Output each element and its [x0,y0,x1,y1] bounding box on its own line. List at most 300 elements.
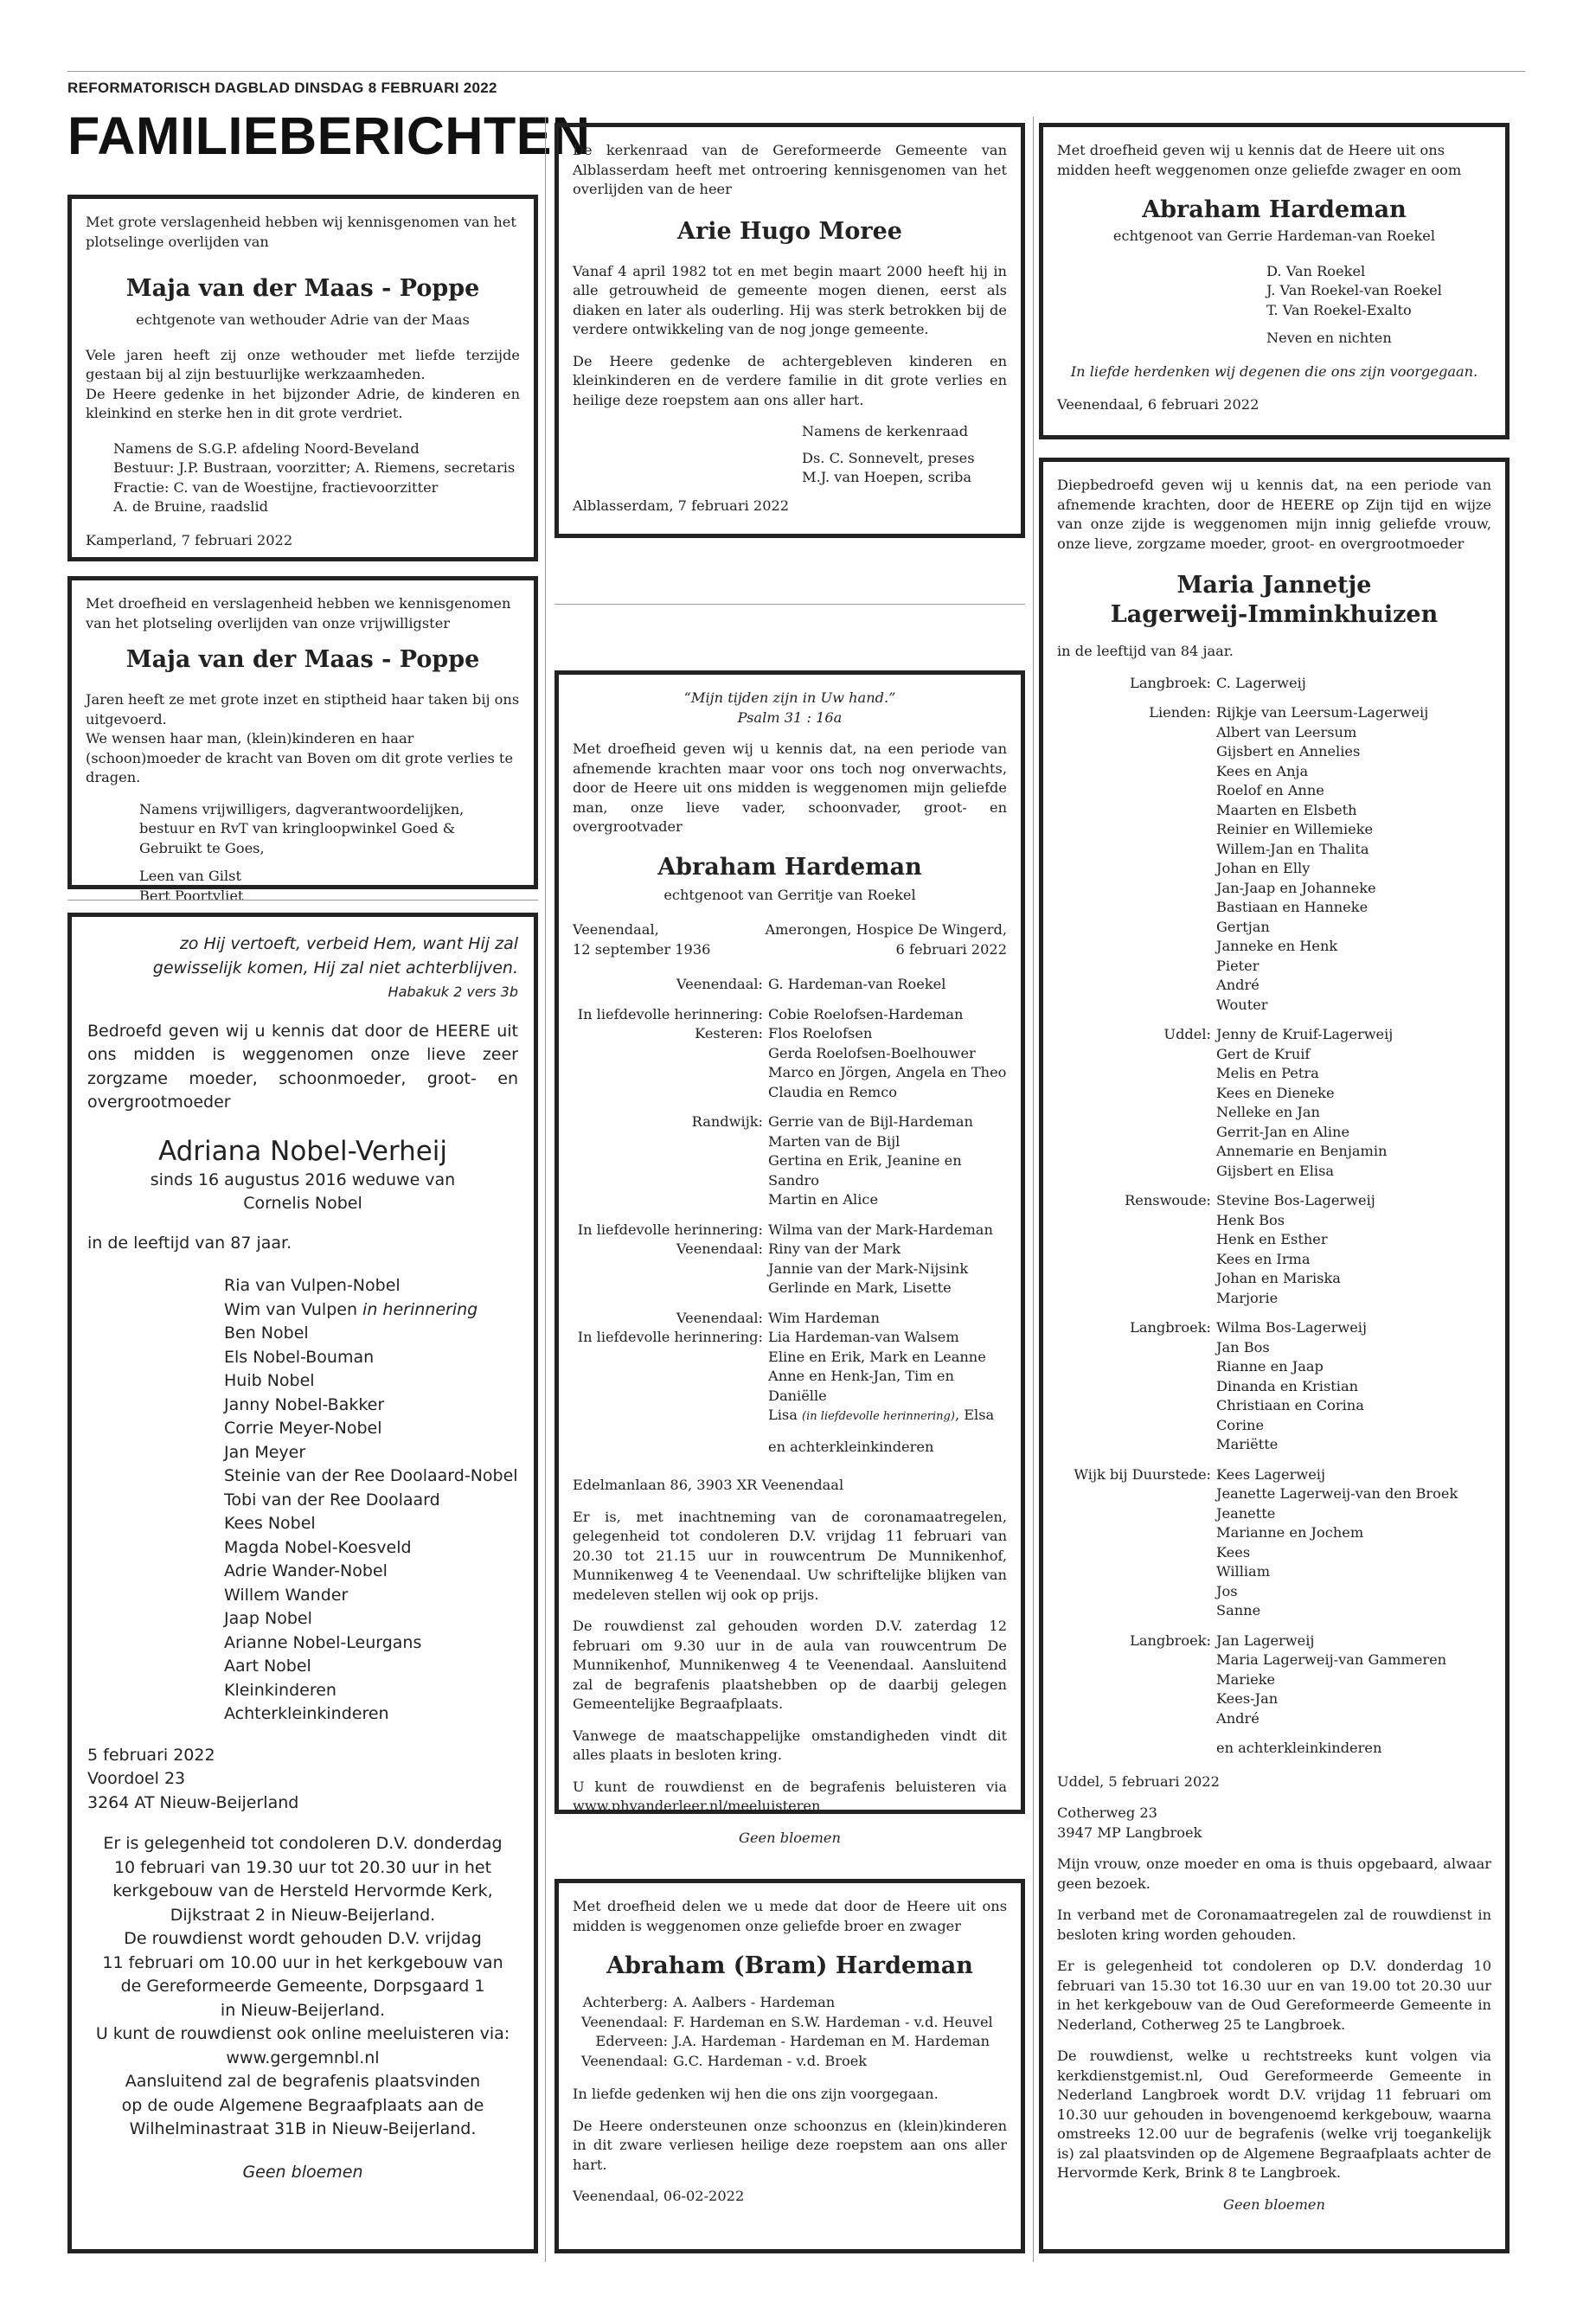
deceased-surname: Lagerweij-Imminkhuizen [1110,601,1439,628]
ad-intro: Met droefheid en verslagenheid hebben we kennisgenomen van het plotseling overlijden van onze vrijwilligster [86,595,511,631]
family-member: Anne en Henk-Jan, Tim en Daniëlle [768,1368,954,1404]
family-row [1057,1357,1458,1377]
family-member: Kees-Jan [1216,1690,1279,1707]
family-row [1057,1250,1458,1270]
family-member: Steinie van der Ree Doolaard-Nobel [224,1466,518,1485]
ad-lagerweij-imminkhuizen [1039,458,1509,2253]
ad-body: Vanwege de maatschappelijke omstandigheden vindt dit alles plaats in besloten kring. [573,1727,1007,1763]
family-row [1057,1435,1458,1455]
family-member: Ria van Vulpen-Nobel [224,1276,401,1295]
family-member: Jeanette Lagerweij-van den Broek [1216,1485,1458,1502]
place-date: Kamperland, 7 februari 2022 [86,531,293,548]
family-member: André [1216,1709,1259,1727]
signature-block [113,439,520,517]
info-line: Aansluitend zal de begrafenis plaatsvinden [125,2072,481,2091]
place-date: Veenendaal, 06-02-2022 [573,2188,745,2204]
no-flowers: Geen bloemen [1223,2195,1325,2213]
family-member: Magda Nobel-Koesveld [224,1537,412,1557]
family-row [1057,996,1458,1016]
family-member: Melis en Petra [1216,1065,1319,1081]
family-member: Marjorie [1216,1289,1279,1306]
bible-verse: zo Hij vertoeft, verbeid Hem, want Hij zal gewisselijk komen, Hij zal niet achterblijven. [152,934,518,977]
family-member: Kees [1216,1543,1251,1561]
info-line: 10 februari van 19.30 uur tot 20.30 uur in het [113,1857,492,1877]
no-flowers: Geen bloemen [242,2162,363,2182]
family-row [573,1221,1007,1240]
family-member: Gerrie van de Bijl-Hardeman [768,1113,973,1130]
family-row [1057,1689,1458,1709]
family-row [1057,1523,1458,1543]
family-member: Corine [1216,1416,1265,1433]
family-member: Jan Meyer [224,1442,306,1462]
family-row [1057,1416,1458,1436]
family-member: Gijsbert en Annelies [1216,743,1361,760]
family-place: In liefdevolle herinnering: [577,1221,763,1238]
ad-body: Vanaf 4 april 1982 tot en met begin maart 2000 heeft hij in alle getrouwheid de gemeente mogen dienen, eerst als diaken en later als ouderling. Hij was sterk betrokken bij de verdere ontwikkeling van de nog jonge gemeente. [573,262,1007,337]
family-row [581,1993,993,2013]
verse-reference: Habakuk 2 vers 3b [388,984,518,1000]
ad-divider [67,900,538,901]
deceased-name: Adriana Nobel-Verheij [157,1135,448,1167]
family-member: Arianne Nobel-Leurgans [224,1632,422,1652]
ad-body: De Heere ondersteunen onze schoonzus en (klein)kinderen in dit zware verliesen heilige deze roepstem aan ons aller hart. [573,2117,1007,2173]
column-divider [1033,117,1034,2262]
family-row [1057,918,1458,938]
deceased-subtitle: echtgenoot van Gerritje van Roekel [663,886,916,903]
family-member: Maria Lagerweij-van Gammeren [1216,1651,1447,1668]
family-place: Langbroek: [1130,674,1211,691]
family-member: Huib Nobel [224,1371,315,1390]
family-member: Corrie Meyer-Nobel [224,1419,382,1438]
family-member: T. Van Roekel-Exalto [1266,301,1412,318]
ad-maas-poppe-sgp [67,195,538,561]
family-member: Martin en Alice [768,1191,879,1208]
family-member: Gijsbert en Elisa [1216,1162,1335,1179]
family-row [1057,1142,1458,1162]
address-line: Voordoel 23 [87,1769,186,1788]
signature-line: Ds. C. Sonnevelt, preses [802,449,975,466]
newspaper-header: REFORMATORISCH DAGBLAD DINSDAG 8 FEBRUARI 2022 [67,80,497,96]
family-row [1057,1465,1458,1485]
family-place: Renswoude: [1125,1192,1211,1208]
signature-line: A. de Bruine, raadslid [113,498,269,515]
deceased-spouse: Cornelis Nobel [243,1194,362,1213]
family-member [768,1406,1007,1427]
ad-body: De Heere gedenke in het bijzonder Adrie, de kinderen en kleinkind en sterke hen in dit grote verdriet. [86,385,520,421]
family-table [573,975,1007,1457]
signature-line: Bert Poortvliet [139,887,244,904]
family-member: Roelof en Anne [1216,782,1324,798]
ad-body: Er is gelegenheid tot condoleren op D.V. donderdag 10 februari van 15.30 tot 16.30 uur en van 19.00 tot 20.30 uur in het kerkgebouw van de Oud Gereformeerde Gemeente in Nederland, Cotherweg 25 te Langbroek. [1057,1958,1491,2033]
family-member: Jeanette [1216,1504,1276,1522]
ad-intro: Bedroefd geven wij u kennis dat door de HEERE uit ons midden is weggenomen onze lieve zeer zorgzame moeder, schoonmoeder, groot- en overgrootmoeder [87,1021,518,1112]
signature-line: Fractie: C. van de Woestijne, fractievoorzitter [113,478,439,496]
family-row [573,1328,1007,1348]
memorial-note: (in liefdevolle herinnering) [802,1410,955,1423]
family-member-name: Lisa [768,1407,798,1423]
family-member: Flos Roelofsen [768,1025,873,1042]
info-line: De rouwdienst wordt gehouden D.V. vrijdag [124,1929,482,1948]
family-member: William [1216,1563,1271,1580]
family-member: A. Aalbers - Hardeman [673,1994,836,2010]
deceased-name: Maja van der Maas - Poppe [125,275,480,302]
family-table [581,1993,993,2071]
info-line: kerkgebouw van de Hersteld Hervormde Kerk, [112,1881,493,1900]
family-place: Kesteren: [695,1025,763,1042]
family-member: Johan en Mariska [1216,1270,1341,1286]
family-row [1057,801,1458,821]
family-place: Lienden: [1149,704,1211,721]
ad-body: Jaren heeft ze met grote inzet en stiptheid haar taken bij ons uitgevoerd. [86,691,520,727]
family-member: Jannie van der Mark-Nijsink [768,1259,969,1277]
family-member: J. Van Roekel-van Roekel [1266,282,1442,298]
family-member: Willem-Jan en Thalita [1216,840,1369,857]
family-place: Uddel: [1163,1026,1211,1042]
address-line: Edelmanlaan 86, 3903 XR Veenendaal [573,1477,844,1493]
family-member: Claudia en Remco [768,1083,898,1100]
place-date: Veenendaal, 6 februari 2022 [1057,396,1259,413]
no-flowers: Geen bloemen [739,1829,841,1846]
family-row [1057,1045,1458,1065]
family-row [573,975,1007,995]
ad-body: Mijn vrouw, onze moeder en oma is thuis opgebaard, alwaar geen bezoek. [1057,1856,1491,1892]
family-row [1057,762,1458,782]
ad-body: U kunt de rouwdienst en de begrafenis beluisteren via www.phvanderleer.nl/meeluisteren [573,1778,1007,1814]
header-rule [67,71,1525,72]
family-row [1057,1064,1458,1084]
ad-bram-hardeman [554,1879,1025,2253]
family-member: Reinier en Willemieke [1216,821,1374,837]
place-date: Alblasserdam, 7 februari 2022 [573,497,790,514]
family-row [1057,1289,1458,1309]
family-member: Albert van Leersum [1216,723,1357,740]
family-member: Gerrit-Jan en Aline [1216,1123,1350,1140]
family-member: Wilma van der Mark-Hardeman [768,1221,993,1238]
address-line: 3264 AT Nieuw-Beijerland [87,1792,299,1812]
deceased-name: Abraham (Bram) Hardeman [606,1952,973,1979]
address-block [87,1744,518,1816]
family-row [1057,859,1458,879]
family-row [1057,1562,1458,1582]
great-grandchildren: en achterkleinkinderen [1216,1740,1382,1756]
family-row [1057,1484,1458,1504]
family-row [1057,1601,1458,1621]
family-place: In liefdevolle herinnering: [577,1329,763,1345]
date-line: 5 februari 2022 [87,1745,215,1765]
memorial-note: in herinnering [362,1299,478,1319]
family-member: Christiaan en Corina [1216,1397,1364,1413]
family-member: Kleinkinderen [224,1680,337,1700]
family-row [1057,898,1458,918]
family-member: Janneke en Henk [1216,938,1338,954]
family-member: F. Hardeman en S.W. Hardeman - v.d. Heuvel [673,2013,993,2030]
family-member: Els Nobel-Bouman [224,1347,375,1367]
family-row [1057,1650,1458,1670]
ad-maas-poppe-kringloop [67,576,538,904]
family-row [1057,1543,1458,1563]
info-line: www.gergemnbl.nl [226,2048,380,2067]
ad-body: In liefde gedenken wij hen die ons zijn voorgegaan. [573,2086,939,2102]
family-member: Gertina en Erik, Jeanine en Sandro [768,1152,962,1189]
deceased-subtitle: echtgenote van wethouder Adrie van der Maas [136,311,470,328]
info-line: Wilhelminastraat 31B in Nieuw-Beijerland. [129,2119,477,2138]
family-member: G.C. Hardeman - v.d. Broek [673,2052,868,2069]
family-member: Gertjan [1216,918,1270,935]
funeral-info [87,1832,518,2142]
family-row [1057,1338,1458,1358]
family-member: Jan Bos [1216,1338,1270,1356]
family-place: Ederveen: [595,2033,669,2049]
info-line: Dijkstraat 2 in Nieuw-Beijerland. [170,1905,436,1925]
signature-line: Bestuur: J.P. Bustraan, voorzitter; A. Riemens, secretaris [113,459,516,476]
family-member: Gerlinde en Mark, Lisette [768,1279,952,1296]
family-member: Achterkleinkinderen [224,1704,389,1723]
family-row [1057,742,1458,762]
family-member: C. Lagerweij [1216,674,1306,691]
ad-moree [554,123,1025,538]
family-list [224,1274,518,1727]
info-line: op de oude Algemene Begraafplaats aan de [121,2095,484,2115]
ad-intro: Diepbedroefd geven wij u kennis dat, na een periode van afnemende krachten, door de HEERE op Zijn tijd en wijze van onze zijde is weggenomen mijn innig geliefde vrouw, onze lieve, zorgzame moeder, groot- en overgrootmoeder [1057,477,1491,552]
family-member: Pieter [1216,957,1259,974]
deceased-subtitle: sinds 16 augustus 2016 weduwe van [150,1170,456,1189]
family-member: Rianne en Jaap [1216,1358,1324,1375]
family-row [581,2032,993,2052]
family-member: Janny Nobel-Bakker [224,1394,385,1414]
family-member: Kees en Dieneke [1216,1084,1335,1101]
family-row [1057,1191,1458,1211]
family-row [1057,1318,1458,1338]
signature-line: Leen van Gilst [139,868,241,884]
family-row [1057,1377,1458,1397]
family-member: Kees en Anja [1216,762,1309,779]
signature-block [802,422,1007,488]
family-member: Kees Nobel [224,1514,316,1533]
ad-intro: De kerkenraad van de Gereformeerde Gemeente van Alblasserdam heeft met ontroering kennisgenomen van het overlijden van de heer [573,142,1007,197]
ad-body: We wensen haar man, (klein)kinderen en haar (schoon)moeder de kracht van Boven om dit grote verlies te dragen. [86,730,514,785]
column-divider [545,117,546,2262]
ad-divider [554,604,1025,605]
deceased-subtitle: echtgenoot van Gerrie Hardeman-van Roekel [1112,228,1436,244]
info-line: Er is gelegenheid tot condoleren D.V. donderdag [103,1834,503,1853]
page-title: FAMILIEBERICHTEN [67,106,591,165]
family-row [1057,703,1458,723]
family-member: Marieke [1216,1670,1276,1688]
family-place: Achterberg: [582,1994,669,2010]
info-line: U kunt de rouwdienst ook online meeluisteren via: [95,2024,510,2043]
family-member: Cobie Roelofsen-Hardeman [768,1005,964,1022]
address-line: Cotherweg 23 [1057,1804,1157,1821]
ad-body: De rouwdienst zal gehouden worden D.V. zaterdag 12 februari om 9.30 uur in de aula van rouwcentrum De Munnikenhof, Munnikenweg 4 te Veenendaal. Aansluitend zal de begrafenis plaatshebben op de daarbij gelegen Gemeentelijke Begraafplaats. [573,1618,1007,1712]
family-place: Veenendaal: [581,2052,669,2069]
family-row [1057,879,1458,899]
family-row [1057,1269,1458,1289]
family-member-name: Wim van Vulpen [224,1299,357,1319]
verse-reference: Psalm 31 : 16a [737,708,843,726]
ad-body: De rouwdienst, welke u rechtstreeks kunt volgen via kerkdienstgemist.nl, Oud Gereformeerde Gemeente in Nederland Langbroek wordt D.V. vrijdag 11 februari om 10.30 uur gehouden in bovengenoemd kerkgebouw, waarna omstreeks 12.00 uur de begrafenis (welke vrij toegankelijk is) zal plaatsvinden op de Algemene Begraafplaats achter de Hervormde Kerk, Brink 8 te Langbroek. [1057,2048,1491,2181]
family-row [1057,1582,1458,1602]
family-row [573,1112,1007,1132]
family-row [1057,1103,1458,1123]
family-place: Langbroek: [1130,1631,1211,1649]
bible-verse: “Mijn tijden zijn in Uw hand.” [683,689,896,706]
family-member: Marianne en Jochem [1216,1524,1364,1541]
family-member: G. Hardeman-van Roekel [768,976,946,992]
family-member: Dinanda en Kristian [1216,1377,1359,1394]
family-row [1057,1025,1458,1045]
family-place: Wijk bij Duurstede: [1074,1465,1211,1483]
deceased-name: Maria Jannetje [1176,572,1372,599]
signature-line: Namens de S.G.P. afdeling Noord-Beveland [113,439,420,457]
family-member: Willem Wander [224,1585,349,1605]
family-place: In liefdevolle herinnering: [577,1005,763,1022]
ad-intro: Met droefheid geven wij u kennis dat de Heere uit ons midden heeft weggenomen onze geliefde zwager en oom [1057,142,1462,178]
family-member-name: , Elsa [954,1407,995,1423]
family-row [1057,674,1458,694]
family-member: Jan-Jaap en Johanneke [1216,879,1376,896]
family-member: Wilma Bos-Lagerweij [1216,1319,1367,1336]
family-member: Aart Nobel [224,1657,311,1676]
family-member: Rijkje van Leersum-Lagerweij [1216,704,1429,721]
family-place: Langbroek: [1130,1319,1211,1336]
family-member: Kees Lagerweij [1216,1465,1325,1483]
ad-intro: Met droefheid geven wij u kennis dat, na een periode van afnemende krachten maar voor ons toch nog onverwachts, door de Heere uit ons midden is weggenomen mijn geliefde man, onze lieve vader, schoonvader, groot- en overgrootvader [573,740,1007,835]
family-row [1057,957,1458,977]
ad-intro: Met grote verslagenheid hebben wij kennisgenomen van het plotselinge overlijden van [86,214,516,250]
birth-place: Veenendaal, [573,921,659,938]
ad-hardeman-family [554,670,1025,1846]
family-member: Tobi van der Ree Doolaard [224,1490,440,1509]
death-place: Amerongen, Hospice De Wingerd, [765,921,1007,938]
family-row [573,1024,1007,1044]
family-row [1057,1162,1458,1182]
family-member: Maarten en Elsbeth [1216,801,1357,818]
family-member: Annemarie en Benjamin [1216,1143,1388,1159]
family-row [1057,1230,1458,1250]
ad-body: Vele jaren heeft zij onze wethouder met liefde terzijde gestaan bij al zijn bestuurlijke werkzaamheden. [86,346,520,382]
family-row [1057,1123,1458,1143]
family-member: J.A. Hardeman - Hardeman en M. Hardeman [673,2033,990,2049]
family-member: Ben Nobel [224,1324,309,1343]
family-row [1057,976,1458,996]
family-member: D. Van Roekel [1266,262,1366,279]
family-member: Mariëtte [1216,1436,1279,1452]
ad-hardeman-roekel [1039,123,1509,439]
family-member [224,1298,518,1323]
death-info [765,920,1007,959]
family-member: Wim Hardeman [768,1309,880,1326]
family-member: Adrie Wander-Nobel [224,1561,388,1580]
family-member: Johan en Elly [1216,860,1311,876]
signature-block [139,800,520,907]
family-row [581,2052,993,2072]
family-row [1057,723,1458,743]
family-row [1057,1396,1458,1416]
address-line: 3947 MP Langbroek [1057,1823,1202,1841]
family-member: Jan Lagerweij [1216,1631,1315,1649]
family-member: Stevine Bos-Lagerweij [1216,1192,1375,1208]
family-row [1057,1211,1458,1231]
ad-body: Er is, met inachtneming van de coronamaatregelen, gelegenheid tot condoleren D.V. vrijdag 11 februari van 20.30 tot 21.15 uur in rouwcentrum De Munnikenhof, Munnikenweg 4 te Veenendaal. Uw schriftelijke blijken van medeleven stellen wij ook op prijs. [573,1508,1007,1603]
family-row [1057,937,1458,957]
place-date: Uddel, 5 februari 2022 [1057,1772,1220,1790]
family-row [1057,1631,1458,1651]
signature-line: M.J. van Hoepen, scriba [802,469,972,485]
signature-line: Namens vrijwilligers, dagverantwoordelijken, bestuur en RvT van kringloopwinkel Goed & Gebruikt te Goes, [139,800,465,856]
info-line: in Nieuw-Beijerland. [220,2000,386,2020]
age-line: in de leeftijd van 84 jaar. [1057,643,1234,659]
ad-body: De Heere gedenke de achtergebleven kinderen en kleinkinderen en de verdere familie in dit grote verlies en heilige deze roepstem aan ons aller hart. [573,352,1007,408]
family-place: Veenendaal: [581,2013,669,2030]
family-row [1057,781,1458,801]
signature-line: Namens de kerkenraad [802,423,969,439]
family-member: Henk en Esther [1216,1231,1328,1247]
family-member: Bastiaan en Hanneke [1216,899,1368,915]
family-member: Neven en nichten [1266,330,1392,346]
family-row [1057,820,1458,840]
birth-date: 12 september 1936 [573,940,711,958]
family-row [1057,1504,1458,1524]
deceased-name: Abraham Hardeman [657,853,922,881]
family-member: André [1216,977,1259,993]
info-line: de Gereformeerde Gemeente, Dorpsgaard 1 [120,1977,485,1996]
family-place: Veenendaal: [676,976,763,992]
family-row [1057,840,1458,860]
family-member: Jos [1216,1582,1238,1599]
family-member: Nelleke en Jan [1216,1104,1320,1120]
family-row [573,1309,1007,1329]
family-member: Gerda Roelofsen-Boelhouwer [768,1044,976,1061]
family-member: Kees en Irma [1216,1250,1311,1267]
family-member: Riny van der Mark [768,1240,901,1257]
family-member: Marten van de Bijl [768,1132,901,1150]
family-row [573,1240,1007,1259]
family-row [1057,1084,1458,1104]
family-member: Jaap Nobel [224,1609,312,1628]
family-table [1057,674,1458,1759]
family-member: Wouter [1216,996,1268,1013]
motto: In liefde herdenken wij degenen die ons zijn voorgegaan. [1070,362,1478,380]
family-member: Jenny de Kruif-Lagerweij [1216,1026,1394,1042]
ad-nobel-verheij [67,913,538,2253]
family-place: Veenendaal: [676,1309,763,1326]
family-place: Veenendaal: [676,1240,763,1257]
family-member: Marco en Jörgen, Angela en Theo [768,1064,1007,1080]
info-line: 11 februari om 10.00 uur in het kerkgebouw van [102,1952,503,1972]
family-member: Gert de Kruif [1216,1045,1311,1062]
family-list [1266,262,1491,349]
death-date: 6 februari 2022 [895,940,1007,958]
great-grandchildren: en achterkleinkinderen [768,1438,934,1455]
age-line: in de leeftijd van 87 jaar. [87,1233,292,1253]
ad-body: In verband met de Coronamaatregelen zal de rouwdienst in besloten kring worden gehouden. [1057,1907,1491,1943]
family-member: Sanne [1216,1602,1261,1618]
birth-info [573,920,710,959]
dates-row [573,920,1007,959]
family-place: Randwijk: [691,1113,763,1130]
family-row [1057,1670,1458,1690]
family-member: Henk Bos [1216,1211,1285,1228]
deceased-name: Maja van der Maas - Poppe [125,646,480,673]
family-row [1057,1709,1458,1729]
family-row [573,1005,1007,1025]
family-member: Eline en Erik, Mark en Leanne [768,1348,986,1365]
ad-intro: Met droefheid delen we u mede dat door de Heere uit ons midden is weggenomen onze geliefde broer en zwager [573,1898,1007,1934]
deceased-name: Arie Hugo Moree [677,217,902,245]
family-member: Lia Hardeman-van Walsem [768,1329,959,1345]
family-row [581,2013,993,2033]
deceased-name: Abraham Hardeman [1142,196,1407,223]
